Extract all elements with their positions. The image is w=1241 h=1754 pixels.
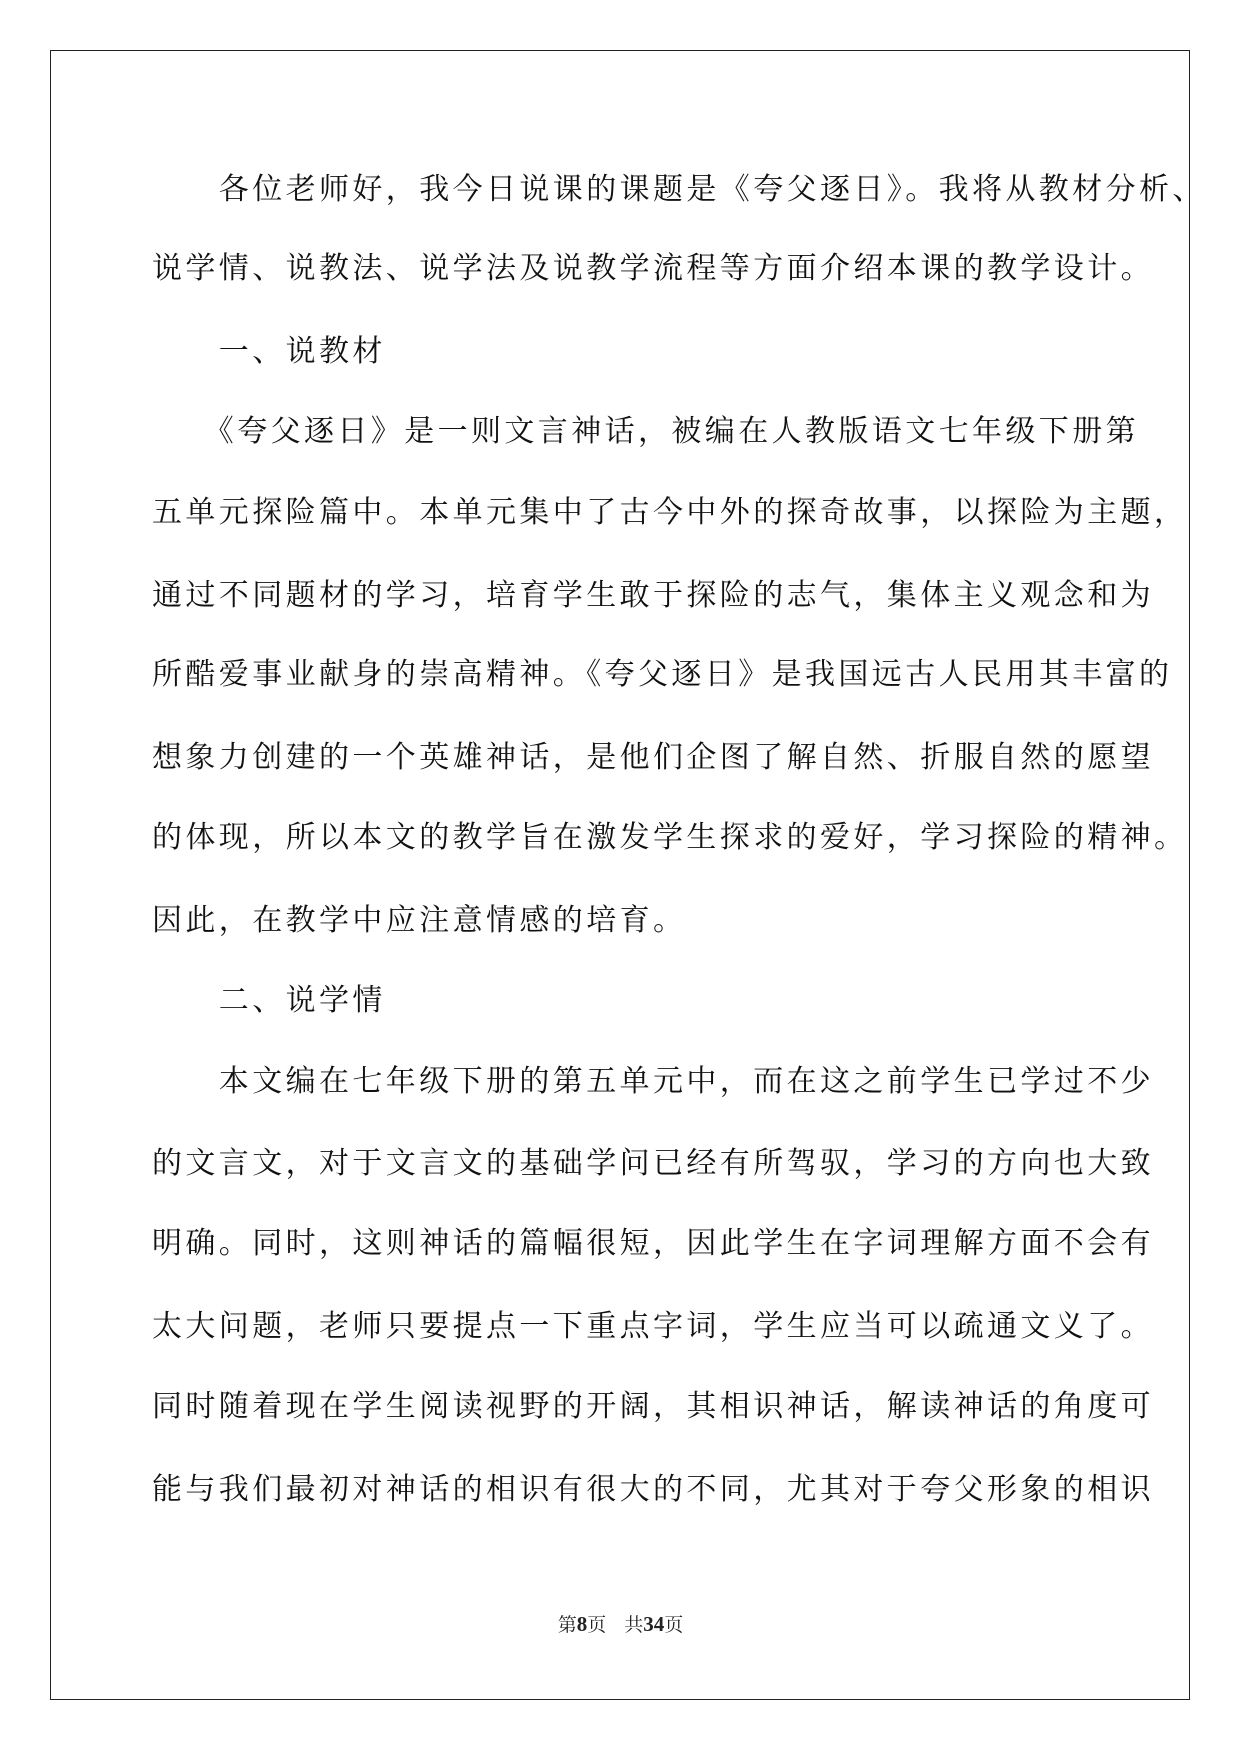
- text-line: 能与我们最初对神话的相识有很大的不同，尤其对于夸父形象的相识: [152, 1472, 1154, 1507]
- text-line: 所酷爱事业献身的崇高精神。《夸父逐日》是我国远古人民用其丰富的: [152, 657, 1173, 692]
- page-border: [50, 50, 1190, 1700]
- page-number: 8: [576, 1612, 588, 1636]
- text-line: 通过不同题材的学习，培育学生敢于探险的志气，集体主义观念和为: [152, 578, 1154, 613]
- text-line: 因此，在教学中应注意情感的培育。: [152, 903, 687, 938]
- text-line: 五单元探险篇中。本单元集中了古今中外的探奇故事，以探险为主题，: [152, 495, 1188, 530]
- text-line: 同时随着现在学生阅读视野的开阔，其相识神话，解读神话的角度可: [152, 1389, 1154, 1424]
- section-heading: 一、说教材: [152, 334, 386, 369]
- total-pages: 34: [643, 1612, 665, 1636]
- text-line: 想象力创建的一个英雄神话，是他们企图了解自然、折服自然的愿望: [152, 740, 1154, 775]
- page-label-suffix: 页: [587, 1614, 607, 1636]
- text-line: 各位老师好，我今日说课的课题是《夸父逐日》。我将从教材分析、: [152, 172, 1206, 207]
- text-line: 明确。同时，这则神话的篇幅很短，因此学生在字词理解方面不会有: [152, 1226, 1154, 1261]
- section-heading: 二、说学情: [152, 983, 386, 1018]
- page-label-prefix: 第: [557, 1614, 577, 1636]
- text-line: 的体现，所以本文的教学旨在激发学生探求的爱好，学习探险的精神。: [152, 820, 1188, 855]
- text-line: 说学情、说教法、说学法及说教学流程等方面介绍本课的教学设计。: [152, 251, 1154, 286]
- total-label-prefix: 共: [624, 1614, 644, 1636]
- total-label-suffix: 页: [664, 1614, 684, 1636]
- text-line: 《夸父逐日》是一则文言神话，被编在人教版语文七年级下册第: [152, 414, 1139, 449]
- page-footer: [0, 1612, 1241, 1637]
- text-line: 太大问题，老师只要提点一下重点字词，学生应当可以疏通文义了。: [152, 1309, 1154, 1344]
- text-line: 本文编在七年级下册的第五单元中，而在这之前学生已学过不少: [152, 1064, 1154, 1099]
- text-line: 的文言文，对于文言文的基础学问已经有所驾驭，学习的方向也大致: [152, 1146, 1154, 1181]
